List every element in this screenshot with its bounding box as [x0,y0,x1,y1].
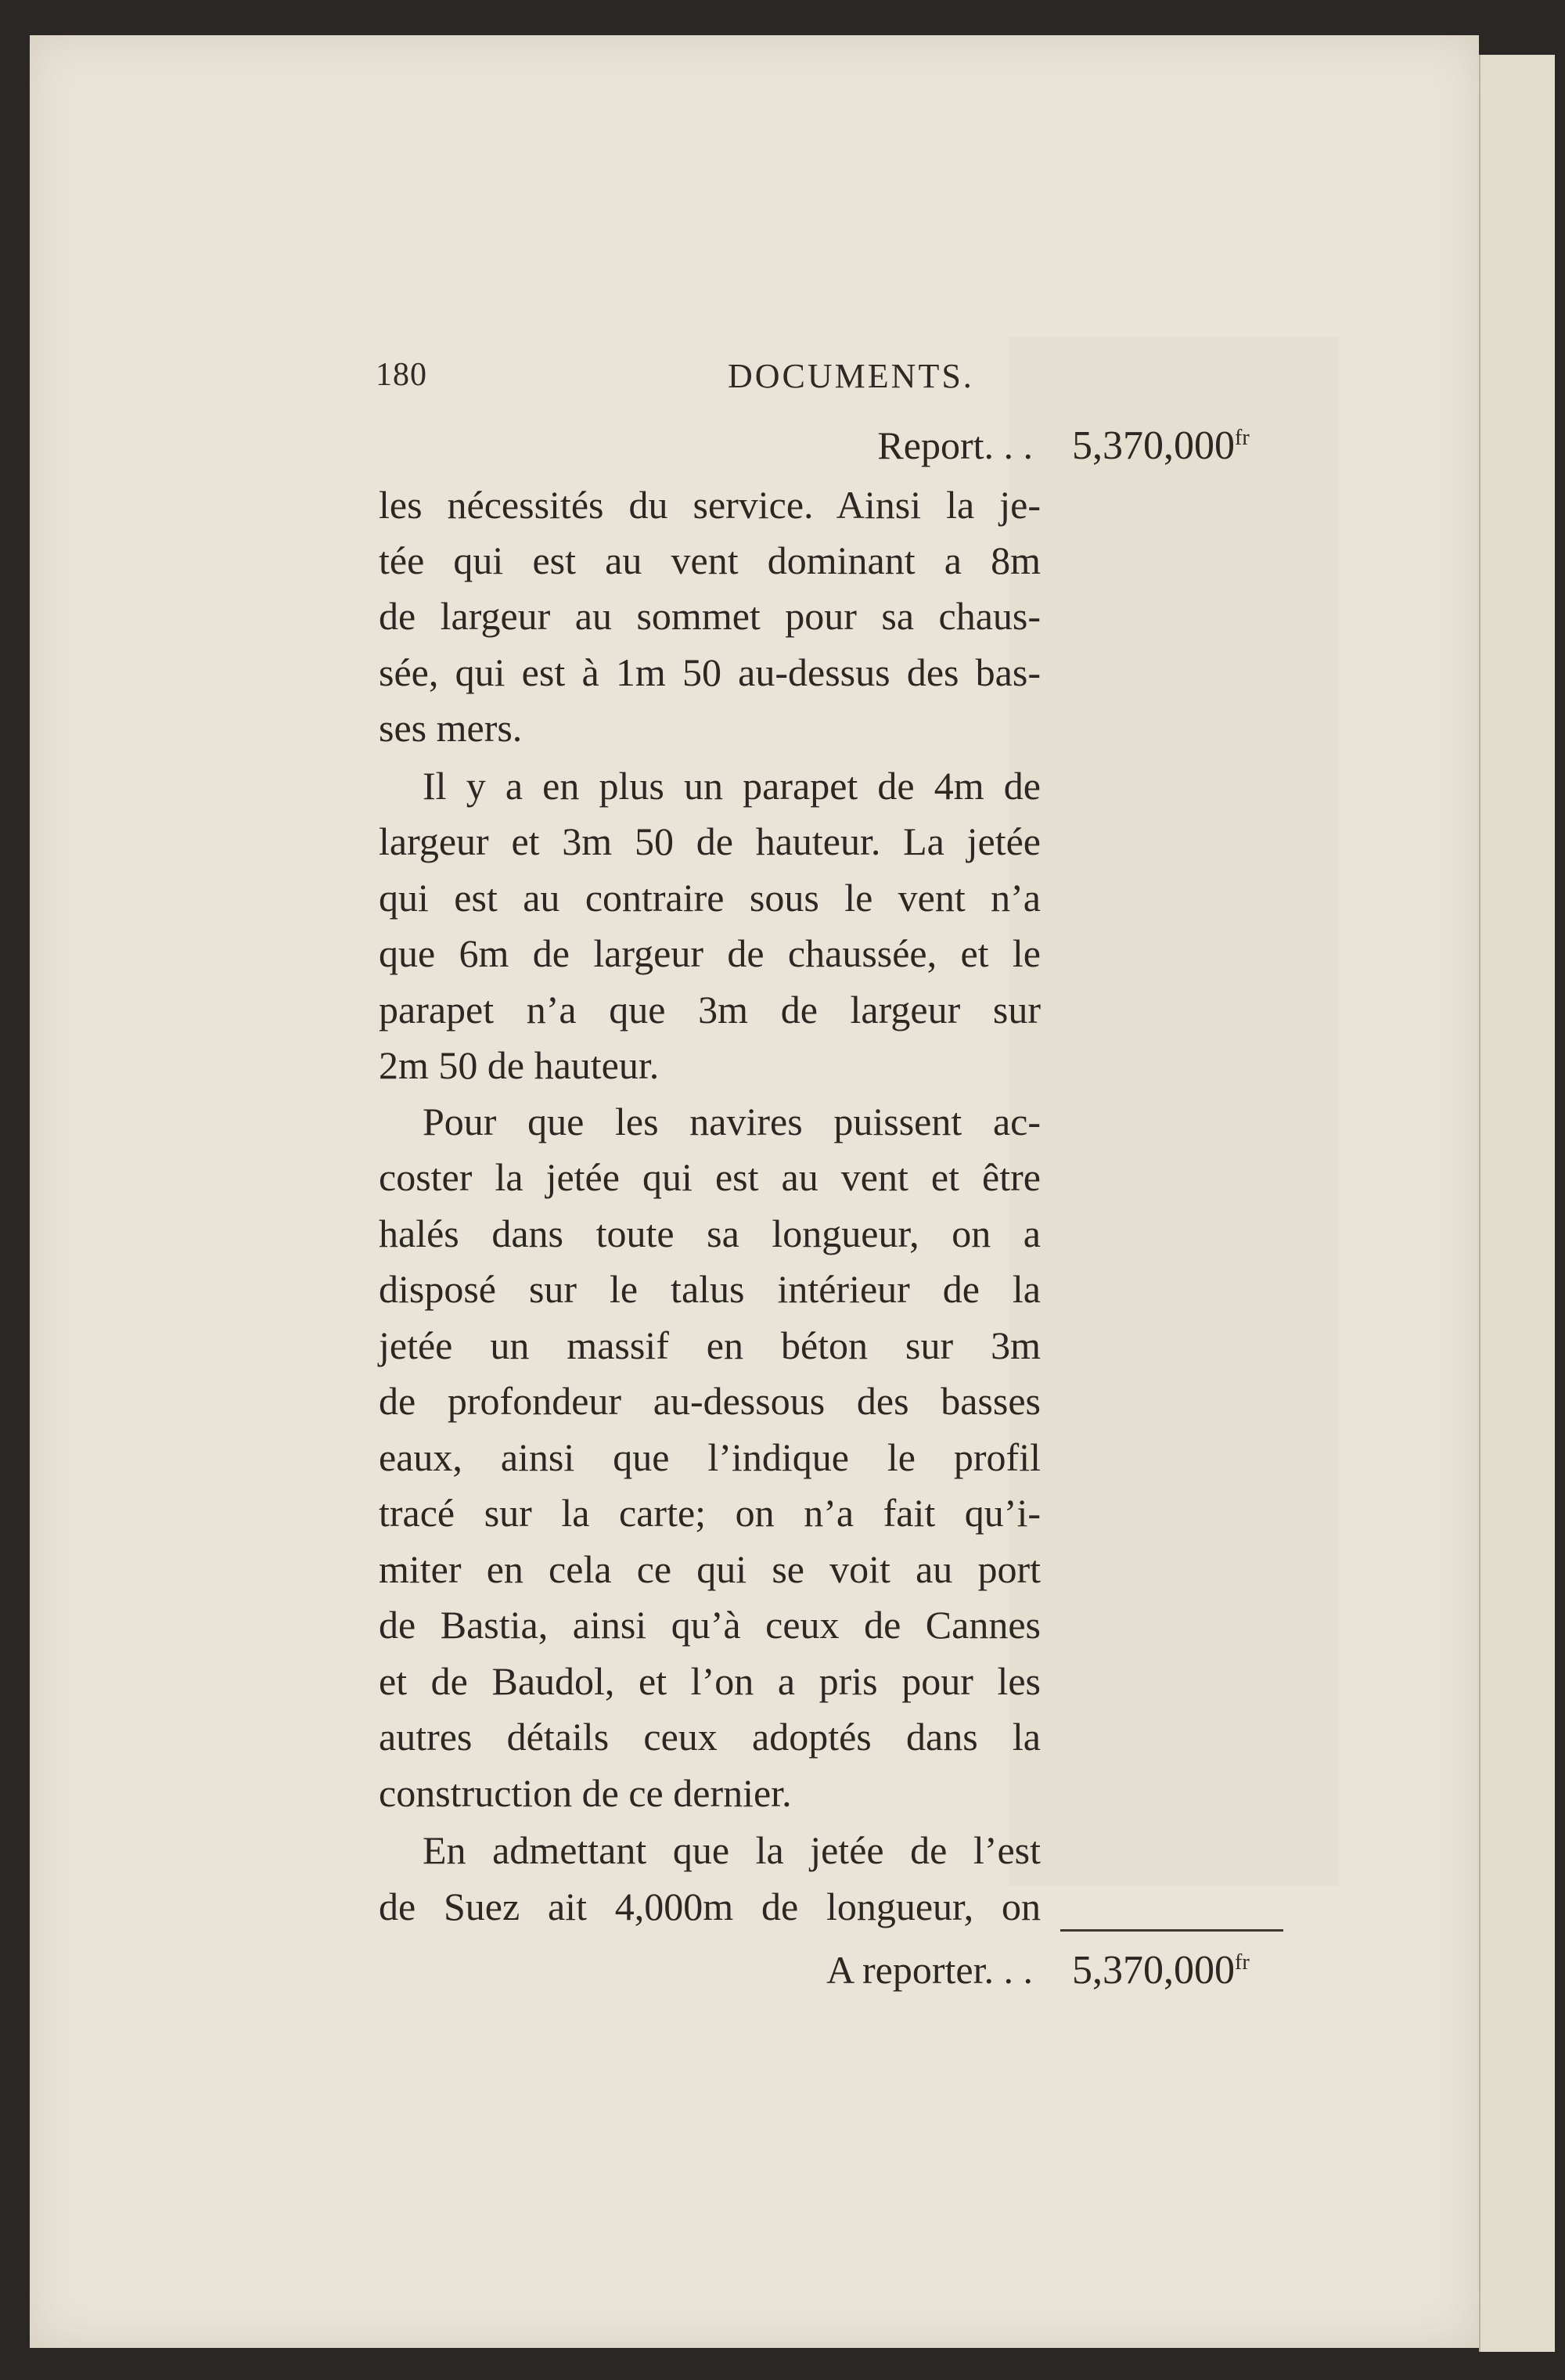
body-line: tracé sur la carte; on n’a fait qu’i- [379,1491,1041,1535]
body-line: eaux, ainsi que l’indique le profil [379,1435,1041,1479]
reporter-amount [1072,1947,1250,1993]
body-line: coster la jetée qui est au vent et être [379,1155,1041,1199]
body-line: En admettant que la jetée de l’est [423,1828,1041,1872]
reporter-label: A reporter. . . [826,1948,1033,1992]
page-header [376,356,1283,411]
report-amount-value: 5,370,000 [1072,423,1235,468]
body-line: qui est au contraire sous le vent n’a [379,876,1041,920]
body-line: tée qui est au vent dominant a 8m [379,538,1041,582]
body-line: miter en cela ce qui se voit au port [379,1547,1041,1591]
body-line: Pour que les navires puissent ac- [423,1100,1041,1143]
body-line: ses mers. [379,706,523,750]
body-line: jetée un massif en béton sur 3m [379,1323,1041,1367]
body-line: Il y a en plus un parapet de 4m de [423,764,1041,808]
body-line: que 6m de largeur de chaussée, et le [379,931,1041,975]
body-line: de Suez ait 4,000m de longueur, on [379,1885,1041,1928]
reporter-amount-value: 5,370,000 [1072,1948,1235,1993]
reporter-amount-unit: fr [1235,1950,1250,1975]
body-line: de profondeur au-dessous des basses [379,1379,1041,1423]
body-line: parapet n’a que 3m de largeur sur [379,988,1041,1032]
body-line: construction de ce dernier. [379,1771,792,1815]
page-number: 180 [376,357,427,393]
body-line: largeur et 3m 50 de hauteur. La jetée [379,819,1041,863]
running-title: DOCUMENTS. [728,357,974,395]
body-line: disposé sur le talus intérieur de la [379,1267,1041,1311]
body-line: autres détails ceux adoptés dans la [379,1715,1041,1759]
sum-rule [1060,1929,1283,1932]
body-line: 2m 50 de hauteur. [379,1043,660,1087]
body-line: sée, qui est à 1m 50 au-dessus des bas- [379,650,1041,694]
report-label: Report. . . [877,423,1033,467]
show-through-shadow [1009,337,1338,1886]
body-line: halés dans toute sa longueur, on a [379,1212,1041,1255]
body-line: et de Baudol, et l’on a pris pour les [379,1659,1041,1703]
report-amount-unit: fr [1235,426,1250,450]
body-line: les nécessités du service. Ainsi la je- [379,483,1041,527]
body-line: de Bastia, ainsi qu’à ceux de Cannes [379,1603,1041,1647]
facing-page-edge [1479,55,1555,2352]
report-amount [1072,423,1250,469]
body-line: de largeur au sommet pour sa chaus- [379,594,1041,638]
